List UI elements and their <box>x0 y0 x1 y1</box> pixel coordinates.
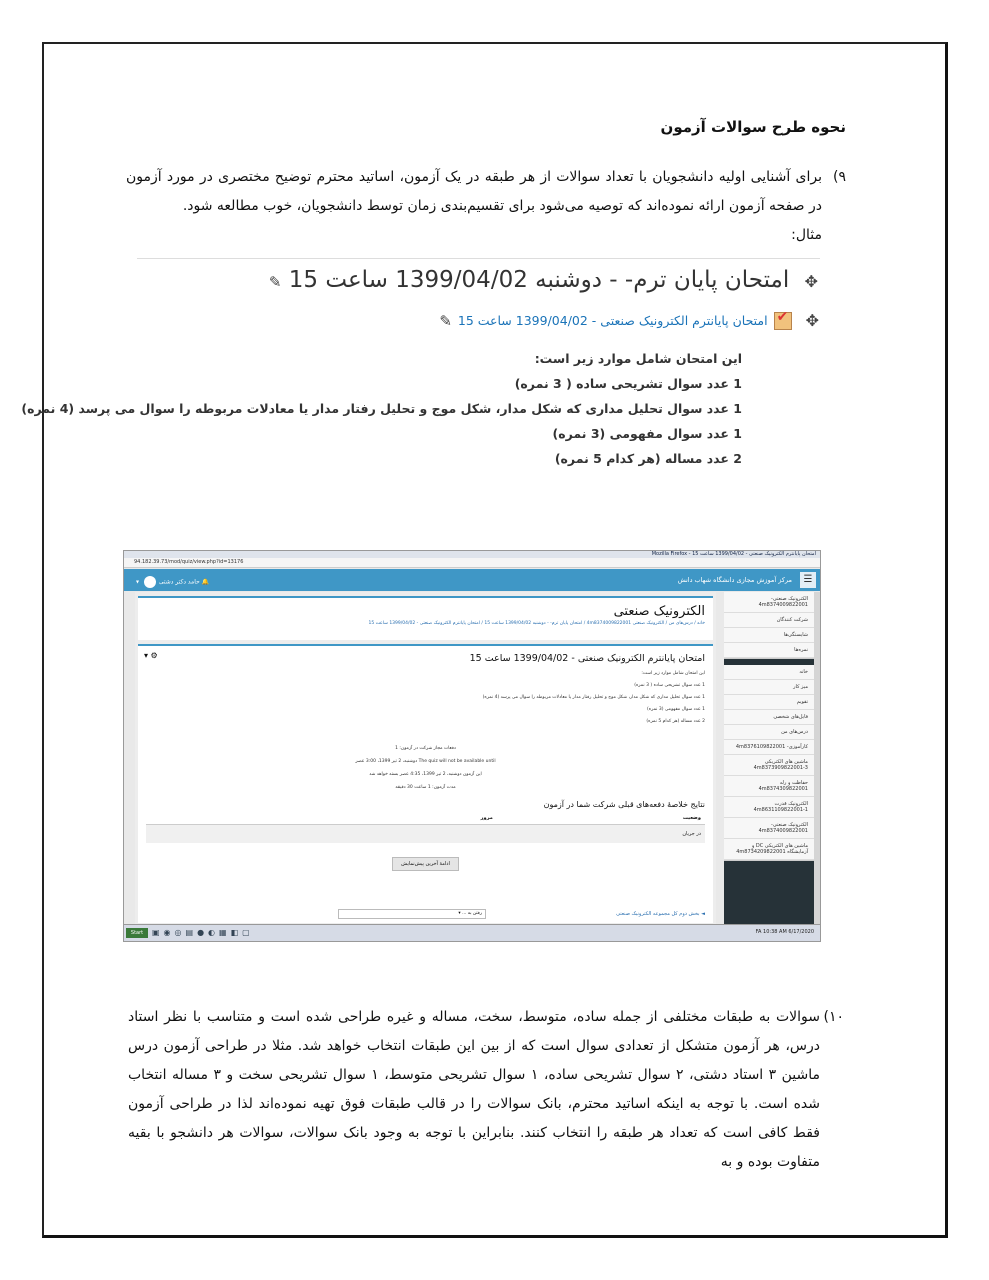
divider <box>137 258 820 259</box>
item-9-text: برای آشنایی اولیه دانشجویان با تعداد سوالات از هر طبقه در یک آزمون، اساتید محترم توضیح مختصری در مورد آزمون در صفحه آزمون ارائه نموده‌اند که توصیه می‌شود برای تقسیم‌بندی زمان توسط دانشجویان، خوب مطالعه شود. مثال: <box>126 169 822 243</box>
example-description: این امتحان شامل موارد زیر است: 1 عدد سوال تشریحی ساده ( 3 نمره) 1 عدد سوال تحلیل مداری که شکل مدار، شکل موج و تحلیل رفتار مدار یا معادلات مربوطه را سوال می پرسد (4 نمره) 1 عدد سوال مفهومی (3 نمره) 2 عدد مساله (هر کدام 5 نمره) <box>21 351 742 466</box>
sidebar <box>724 592 814 925</box>
sidebar-item[interactable]: ماشین های الکتریکی 4m8373909822001-3 <box>724 755 814 776</box>
embedded-screenshot <box>123 550 821 942</box>
start-button[interactable]: Start <box>126 928 148 938</box>
item-10-number: ۱۰) <box>823 1009 844 1025</box>
example-section-title: ✥ امتحان پایان ترم- - دوشنبه 1399/04/02 ساعت 15 ✎ <box>268 267 818 293</box>
edit-pencil-icon[interactable]: ✎ <box>439 311 452 330</box>
taskbar-apps[interactable]: ▣◉◎▤●◐▦◧▢ <box>152 928 254 937</box>
continue-attempt-button[interactable]: ادامهٔ آخرین پیش‌نمایش <box>392 857 459 871</box>
sidebar-item[interactable]: تقویم <box>724 695 814 710</box>
main-content <box>135 592 716 925</box>
avatar <box>144 576 156 588</box>
sidebar-item[interactable]: ماشین های الکتریکی DC و آزمایشگاه 4m8734209822001 <box>724 839 814 860</box>
item-9-number: ۹) <box>833 169 846 185</box>
url-bar[interactable]: 94.182.39.73/mod/quiz/view.php?id=13176 <box>124 558 820 568</box>
quiz-link[interactable]: امتحان پایانترم الکترونیک صنعتی - 1399/04/02 ساعت 15 <box>457 313 768 328</box>
summary-title: نتایج خلاصهٔ دفعه‌های قبلی شرکت شما در آزمون <box>543 800 705 809</box>
course-header <box>138 596 713 640</box>
quiz-description: این امتحان شامل موارد زیر است: 1 عدد سوال تشریحی ساده ( 3 نمره) 1 عدد سوال تحلیل مداری که شکل مدار، شکل موج و تحلیل رفتار مدار یا معادلات مربوطه را سوال می پرسد (4 نمره) 1 عدد سوال مفهومی (3 نمره) 2 عدد مساله (هر کدام 5 نمره) <box>482 671 705 724</box>
site-navbar <box>124 569 820 591</box>
edit-pencil-icon[interactable]: ✎ <box>268 273 282 291</box>
course-title: الکترونیک صنعتی <box>613 604 705 619</box>
scrollbar[interactable] <box>814 592 820 925</box>
sidebar-item[interactable]: شایستگی‌ها <box>724 628 814 643</box>
move-icon[interactable]: ✥ <box>805 311 819 330</box>
sidebar-item[interactable]: الکترونیک صنعتی- 4m8374009822001 <box>724 818 814 839</box>
sidebar-item[interactable]: شرکت کنندگان <box>724 613 814 628</box>
sidebar-item[interactable]: الکترونیک صنعتی- 4m8374009822001 <box>724 592 814 613</box>
item-10 <box>128 1003 844 1177</box>
quiz-title: امتحان پایانترم الکترونیک صنعتی - 1399/04/02 ساعت 15 <box>469 653 705 664</box>
attempts-table <box>146 812 705 843</box>
sidebar-item[interactable]: نمره‌ها <box>724 643 814 658</box>
sidebar-course-block <box>724 592 814 659</box>
sidebar-item[interactable]: الکترونیک قدرت 4m8631109822001-1 <box>724 797 814 818</box>
item-9 <box>126 163 846 250</box>
sidebar-item[interactable]: درس‌های من <box>724 725 814 740</box>
quiz-card <box>138 644 713 923</box>
taskbar-clock: FA 10:38 AM 6/17/2020 <box>755 929 814 935</box>
example-label: مثال: <box>791 227 822 243</box>
sidebar-item[interactable]: میز کار <box>724 680 814 695</box>
quiz-icon <box>774 312 792 330</box>
table-header: وضعیت مرور <box>146 812 705 825</box>
site-name[interactable]: مرکز آموزش مجازی دانشگاه شهاب دانش <box>677 576 792 584</box>
windows-taskbar <box>124 924 820 941</box>
gear-icon[interactable]: ⚙ ▾ <box>144 651 158 660</box>
jump-to-select[interactable]: رفتن به ... ▾ <box>338 909 486 919</box>
sidebar-item[interactable]: فایل‌های شخصی <box>724 710 814 725</box>
sidebar-nav-block <box>724 665 814 861</box>
sidebar-item[interactable]: حفاظت و رله 4m8374309822001 <box>724 776 814 797</box>
item-10-text: سوالات به طبقات مختلفی از جمله ساده، متوسط، سخت، مساله و غیره طراحی شده است و متناسب با نظر استاد درس، هر آزمون متشکل از تعدادی سوال است که از بین این طبقات انتخاب خواهد شد. مثلا در طراحی آزمون درس ماشین ۳ استاد دشتی، ۲ سوال تشریحی ساده، ۱ سوال تشریحی متوسط، ۱ سوال تشریحی سخت و ۳ مساله انتخاب شده است. با توجه به اینکه اساتید محترم، بانک سوالات را در قالب طبقات فوق تهیه نموده‌اند لذا در طراحی آزمون فقط کافی است که تعداد هر طبقه را انتخاب کنند. بنابراین با توجه به وجود بانک سوالات، سوالات هر دانشجو با بقیه متفاوت بوده و به <box>128 1009 821 1170</box>
prev-activity-link[interactable]: ◄ بخش دوم کل مجموعه الکترونیک صنعتی <box>616 911 705 917</box>
window-titlebar: امتحان پایانترم الکترونیک صنعتی - 1399/04/02 ساعت 15 - Mozilla Firefox <box>124 551 820 558</box>
breadcrumb[interactable]: خانه / درس‌های من / الکترونیک صنعتی 4m8374009822001 / امتحان پایان ترم- - دوشنبه 1399/04/02 ساعت 15 / امتحان پایانترم الکترونیک صنعتی - 1399/04/02 ساعت 15 <box>368 621 705 626</box>
example-quiz-row <box>439 311 819 330</box>
user-menu[interactable]: ▾ حامد دکتر دشتی 🔔 <box>136 576 209 588</box>
menu-icon[interactable]: ☰ <box>800 572 816 588</box>
section-heading: نحوه طرح سوالات آزمون <box>660 118 846 136</box>
quiz-info: دفعات مجاز شرکت در آزمون: 1 The quiz will not be available until دوشنبه، 2 تیر 1399، 3:00 عصر این آزمون دوشنبه، 2 تیر 1399، 4:35 عصر بسته خواهد شد مدت آزمون: 1 ساعت 30 دقیقه <box>355 746 496 790</box>
sidebar-item[interactable]: خانه <box>724 665 814 680</box>
table-row: در جریان <box>146 825 705 843</box>
move-icon[interactable]: ✥ <box>804 272 818 291</box>
sidebar-item[interactable]: کارآموزی- 4m8376109822001 <box>724 740 814 755</box>
